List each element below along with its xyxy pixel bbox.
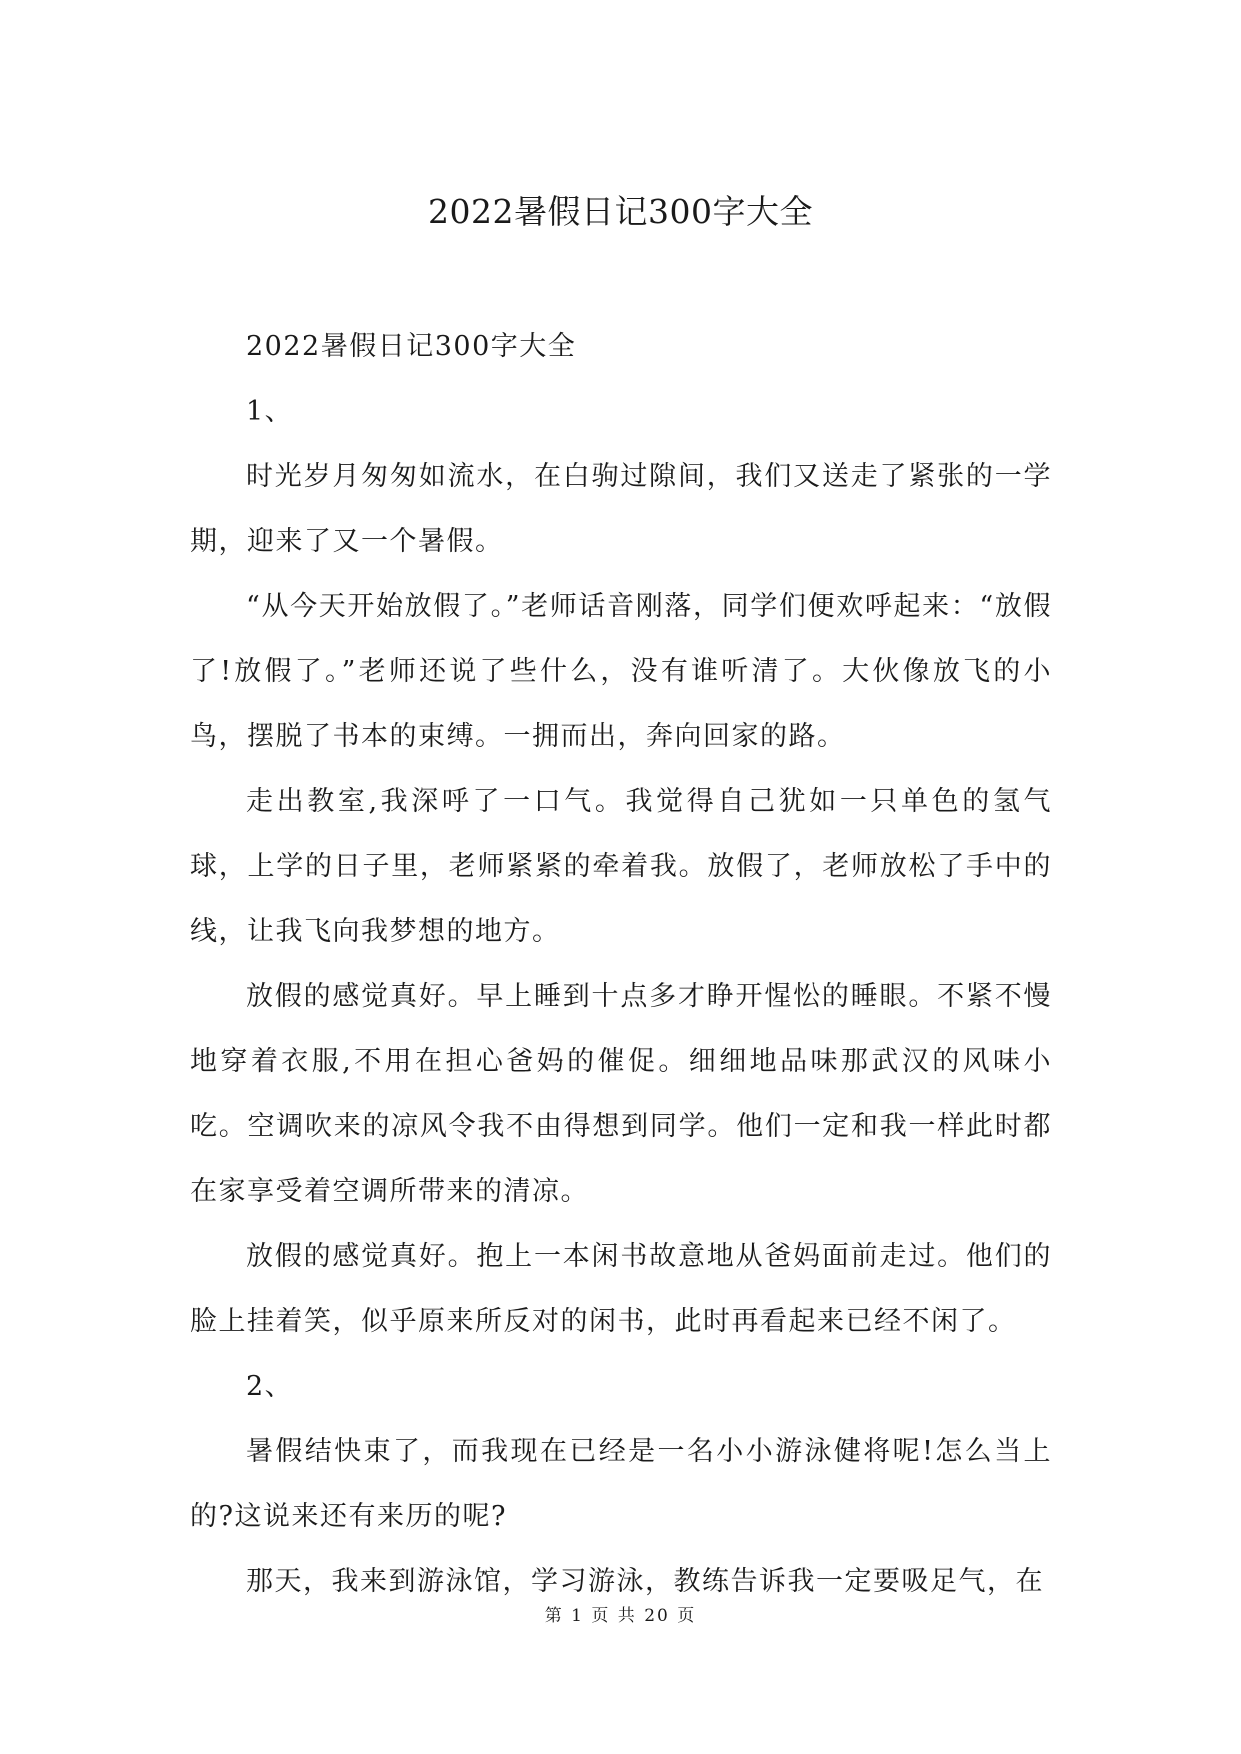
paragraph: 放假的感觉真好。抱上一本闲书故意地从爸妈面前走过。他们的脸上挂着笑，似乎原来所反对的闲书，此时再看起来已经不闲了。 (190, 1241, 1052, 1337)
paragraph-subtitle: 2022暑假日记300字大全 (246, 331, 577, 362)
paragraph: 时光岁月匆匆如流水，在白驹过隙间，我们又送走了紧张的一学期，迎来了又一个暑假。 (190, 461, 1052, 557)
page-footer: 第 1 页 共 20 页 (544, 1606, 697, 1626)
paragraph: 放假的感觉真好。早上睡到十点多才睁开惺忪的睡眼。不紧不慢地穿着衣服,不用在担心爸妈的催促。细细地品味那武汉的风味小吃。空调吹来的凉风令我不由得想到同学。他们一定和我一样此时都在家享受着空调所带来的清凉。 (190, 981, 1052, 1207)
paragraph: 走出教室,我深呼了一口气。我觉得自己犹如一只单色的氢气球，上学的日子里，老师紧紧的牵着我。放假了，老师放松了手中的线，让我飞向我梦想的地方。 (190, 786, 1052, 947)
paragraph: 暑假结快束了，而我现在已经是一名小小游泳健将呢!怎么当上的?这说来还有来历的呢? (190, 1436, 1052, 1532)
paragraph: “从今天开始放假了。”老师话音刚落，同学们便欢呼起来：“放假了!放假了。”老师还说了些什么，没有谁听清了。大伙像放飞的小鸟，摆脱了书本的束缚。一拥而出，奔向回家的路。 (190, 591, 1052, 752)
document-title: 2022暑假日记300字大全 (428, 192, 813, 231)
paragraph-section-2-number: 2、 (246, 1371, 294, 1402)
paragraph-section-1-number: 1、 (246, 396, 294, 427)
document-body (190, 314, 1052, 1614)
paragraph: 那天，我来到游泳馆，学习游泳，教练告诉我一定要吸足气，在 (246, 1566, 1044, 1597)
